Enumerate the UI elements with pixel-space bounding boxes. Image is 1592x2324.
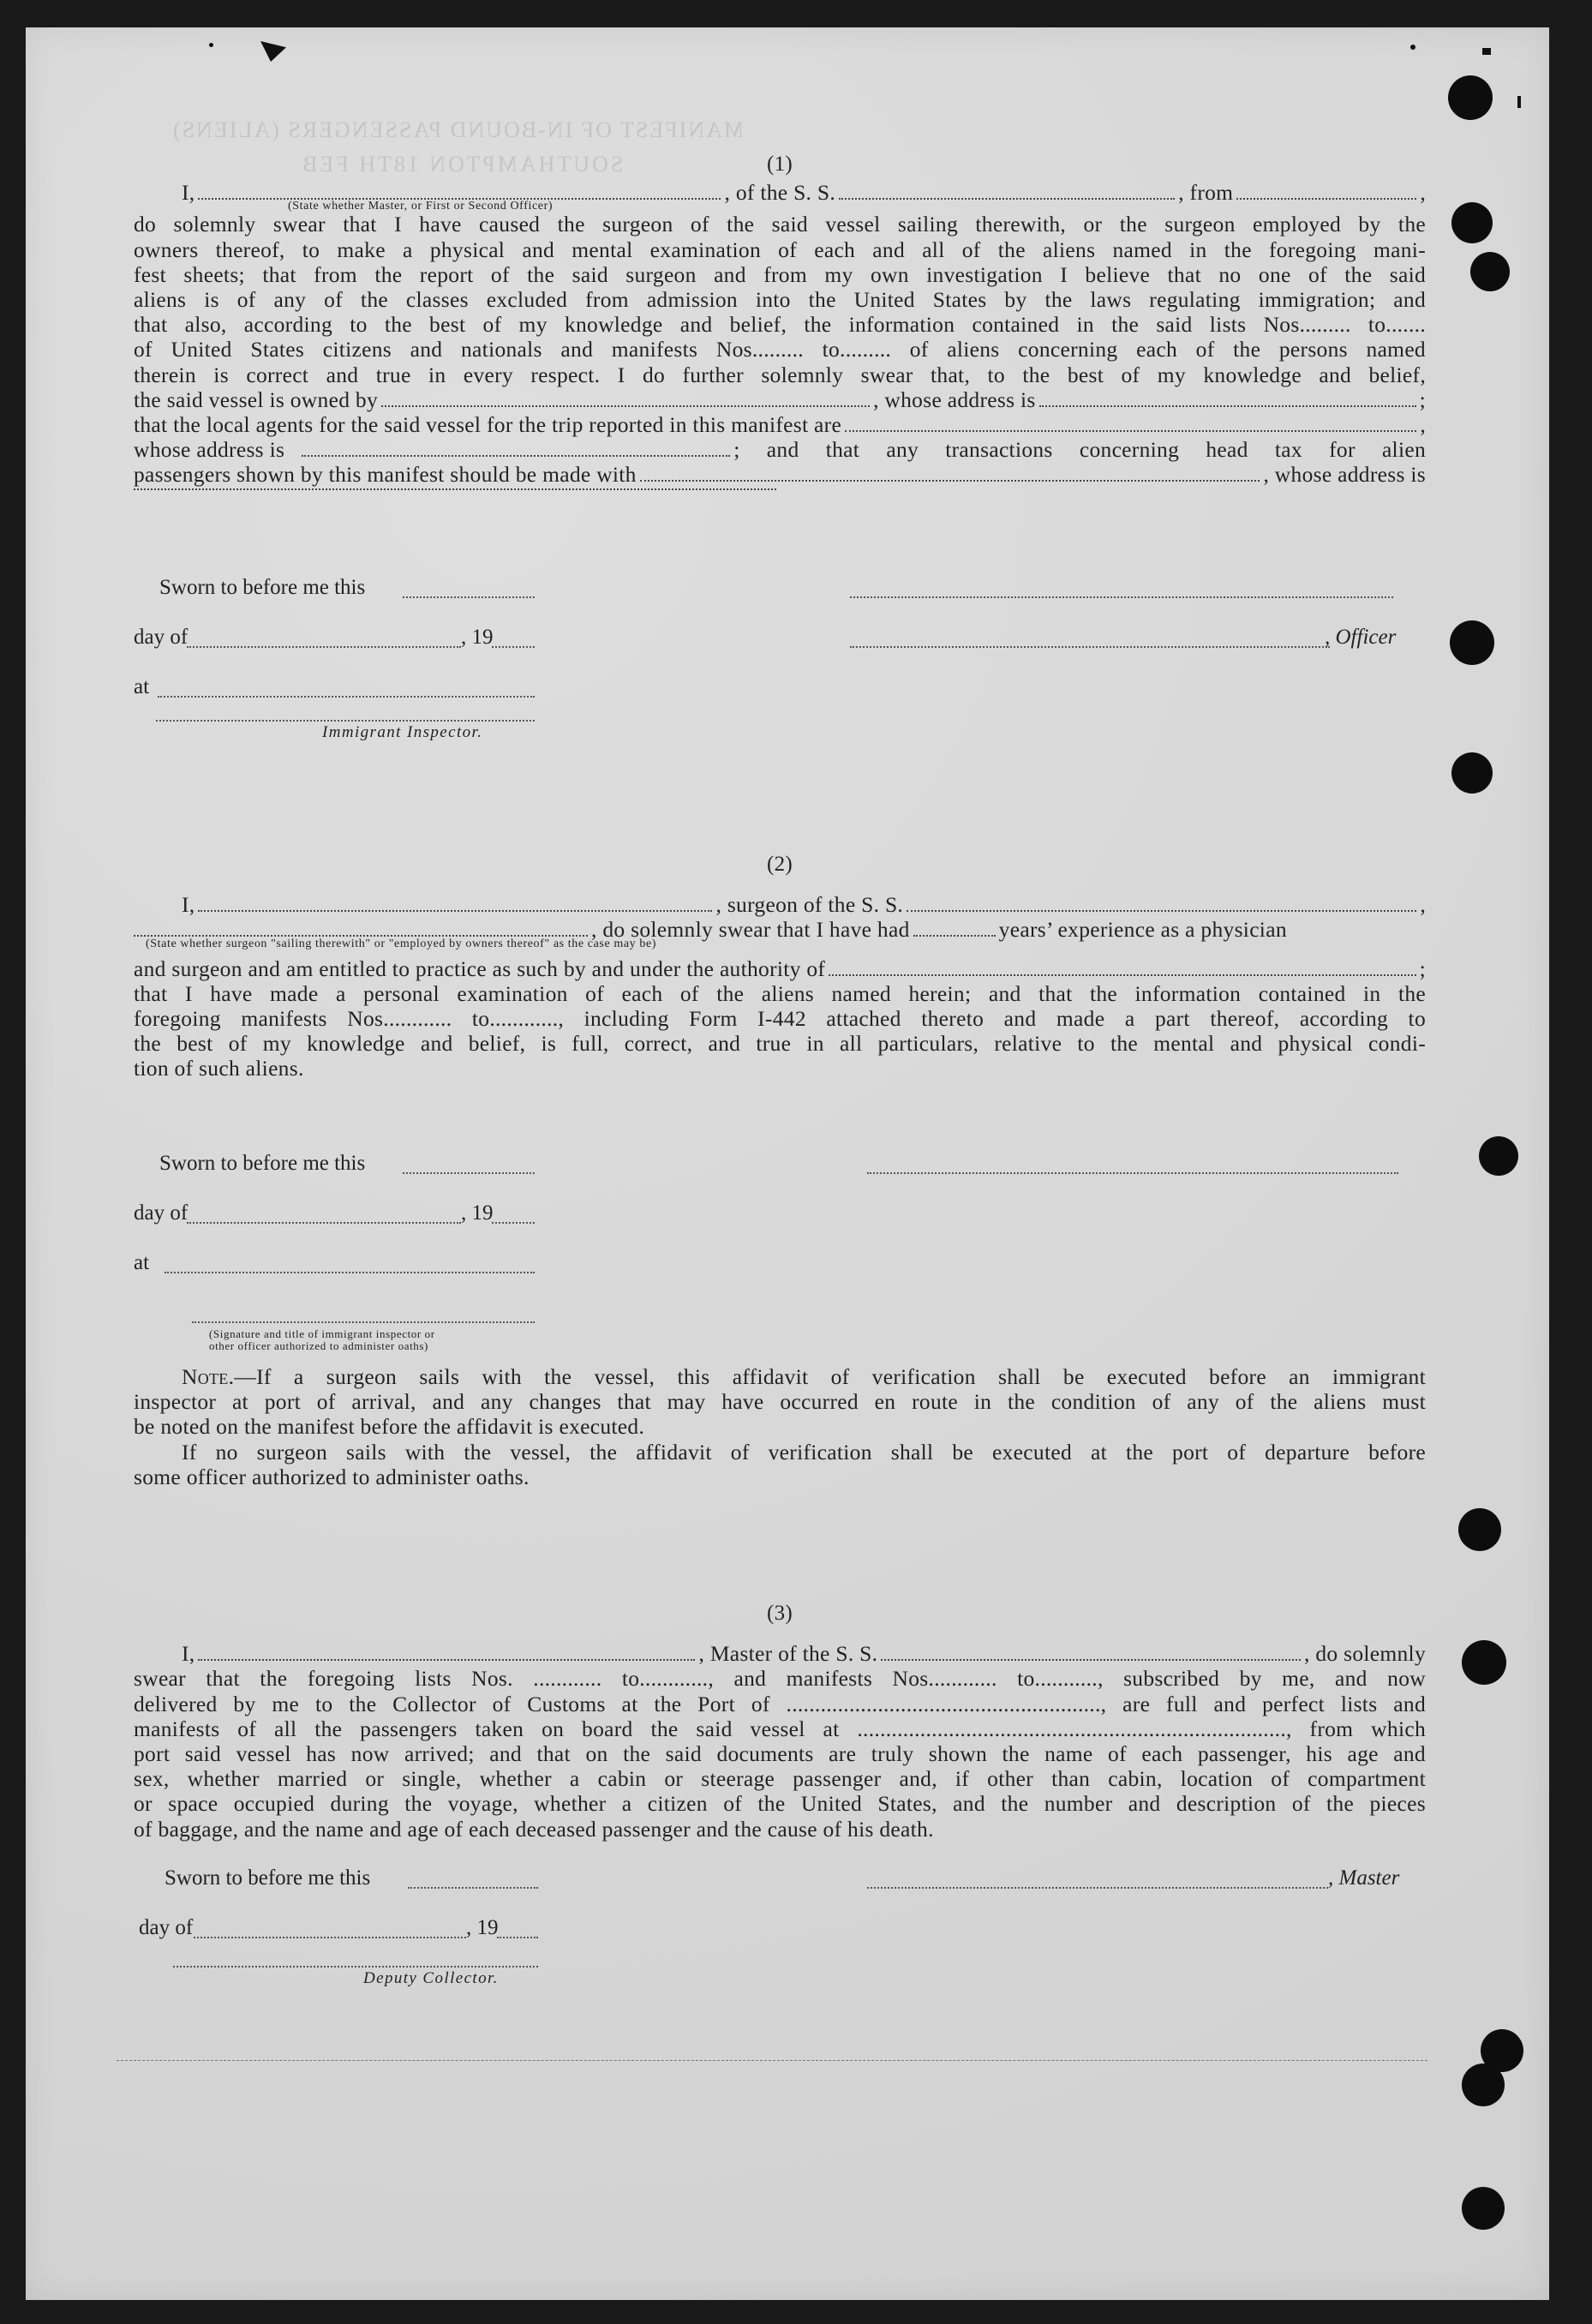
years-blank[interactable]	[913, 934, 996, 937]
body-line: do solemnly swear that I have caused the surgeon of the said vessel sailing therewith, or the surgeon employed by the	[134, 212, 1426, 237]
surgeon-of-label: , surgeon of the S. S.	[715, 892, 904, 918]
sworn-day-blank-3[interactable]	[408, 1887, 538, 1889]
agent-address-blank[interactable]	[302, 454, 730, 457]
sworn-day-blank-1[interactable]	[403, 596, 535, 598]
ink-mark	[1410, 45, 1415, 50]
section-1-body	[134, 212, 1426, 386]
punch-hole	[1479, 1136, 1518, 1176]
body-line: or space occupied during the voyage, whether a citizen of the United States, and the number and description of the pieces	[134, 1791, 1426, 1817]
officer-caption: (State whether Master, or First or Second Officer)	[288, 200, 554, 213]
pronoun-i: I,	[182, 1641, 195, 1667]
signature-caption-line: (Signature and title of immigrant inspector or	[209, 1327, 435, 1340]
body-line: tion of such aliens.	[134, 1056, 304, 1081]
note-line: If no surgeon sails with the vessel, the affidavit of verification shall be executed at the port of departure before	[182, 1439, 1426, 1464]
body-line: that also, according to the best of my knowledge and belief, the information contained in the said lists Nos......... to.......	[134, 312, 1426, 338]
note-line: be noted on the manifest before the affidavit is executed.	[134, 1414, 645, 1440]
at-label-1: at	[134, 675, 150, 698]
body-line: of baggage, and the name and age of each deceased passenger and the cause of his death.	[134, 1816, 934, 1842]
year-label-3: , 19	[466, 1916, 499, 1939]
affidavit-section-1: (1) I, , of the S. S. , from , (State whether Master, or First or Second Officer) do solemnly swear that I have caused the surgeon of the said vessel sailing therewith, or the surgeon employed by the owners thereof, to make a physical and mental examination of each and all of the aliens named in the foregoing mani- fest sheets; that from the report of the said surgeon and from my own investigation I believe that no one of the said aliens is of any of the classes excluded from admission into the United States by the laws regulating immigration; and that also, according to the best of my knowledge and belief, the information contained in the said lists Nos......... to....... of United States citizens and nationals and manifests Nos......... to......... of aliens concerning each of the persons named therein is correct and true in every respect. I do further solemnly swear that, to the best of my knowledge and belief, the said vessel is owned by , whose address is ; that the local agents for the said vessel for the trip reported in this manifest are , whose address is ; and that any transactions concerning head tax for alien passengers shown by this manifest should be made with , whose address is	[134, 152, 1426, 495]
port-from-blank[interactable]	[1236, 197, 1416, 200]
body-line: manifests of all the passengers taken on board the said vessel at ..........................................................................., from which	[134, 1716, 1426, 1741]
year-label-2: , 19	[461, 1201, 494, 1225]
section-2-body	[134, 981, 1426, 1057]
sworn-label-1: Sworn to before me this	[159, 576, 366, 599]
body-line: that I have made a personal examination of each of the aliens named herein; and that the information contained in the	[134, 980, 1426, 1006]
ink-mark	[1482, 48, 1491, 55]
master-label: , Master	[1328, 1866, 1400, 1890]
officer-signature-blank[interactable]	[850, 596, 1393, 598]
pronoun-i: I,	[182, 892, 195, 918]
local-agents-blank[interactable]	[845, 429, 1416, 432]
body-line: fest sheets; that from the report of the said surgeon and from my own investigation I believe that no one of the said	[134, 261, 1426, 287]
at-blank-2[interactable]	[165, 1272, 535, 1273]
affidavit-section-2: (2) I, , surgeon of the S. S. , , do solemnly swear that I have had years’ experience as a physician (State whether surgeon "sailing therewith" or "employed by owners thereof" as the case may be) and surgeon and am entitled to practice as such by and under the authority of ; that I have made a personal examination of each of the aliens named herein; and that the information contained in the foregoing manifests Nos............ to............, including Form I-442 attached thereto and made a part thereof, according to the best of my knowledge and belief, is full, correct, and true in all particulars, relative to the mental and physical condi- tion of such aliens.	[134, 853, 1426, 1081]
signature-caption	[209, 1328, 435, 1352]
body-line: therein is correct and true in every respect. I do further solemnly swear that, to the best of my knowledge and belief,	[134, 362, 1426, 387]
passengers-label: passengers shown by this manifest should be made with	[134, 462, 637, 488]
vessel-name-blank-3[interactable]	[881, 1658, 1301, 1661]
local-agents-label: that the local agents for the said vessel for the trip reported in this manifest are	[134, 412, 842, 438]
sworn-label-3: Sworn to before me this	[165, 1866, 371, 1890]
note-block	[134, 1364, 1426, 1489]
signature-caption-line: other officer authorized to administer oaths)	[209, 1339, 428, 1352]
body-line: owners thereof, to make a physical and mental examination of each and all of the aliens named in the foregoing mani-	[134, 237, 1426, 262]
owner-address-blank[interactable]	[1039, 404, 1416, 407]
inspector-signature-blank-2[interactable]	[192, 1321, 535, 1323]
body-line: of United States citizens and nationals and manifests Nos......... to......... of aliens concerning each of the persons named	[134, 337, 1426, 362]
year-label-1: , 19	[461, 626, 494, 649]
years-label: years’ experience as a physician	[998, 917, 1287, 943]
surgeon-name-blank[interactable]	[198, 909, 712, 912]
day-of-label-1: day of	[134, 626, 189, 649]
body-line: the best of my knowledge and belief, is full, correct, and true in all particulars, relative to the mental and physical condi-	[134, 1031, 1426, 1057]
surgeon-type-blank[interactable]	[134, 934, 588, 937]
at-label-2: at	[134, 1251, 150, 1274]
year-blank-1[interactable]	[492, 646, 535, 648]
whose-address-label-2: whose address is	[134, 437, 285, 463]
ink-mark	[1517, 96, 1521, 108]
punch-hole	[1448, 75, 1493, 120]
document-page	[26, 27, 1549, 2300]
year-blank-3[interactable]	[497, 1937, 538, 1938]
punch-hole	[1462, 2063, 1505, 2106]
inspector-signature-blank[interactable]	[156, 720, 535, 722]
section-3-body	[134, 1666, 1426, 1816]
surgeon-signature-blank[interactable]	[867, 1172, 1398, 1174]
body-line: port said vessel has now arrived; and that on the said documents are truly shown the name of each passenger, his age and	[134, 1741, 1426, 1767]
authority-blank[interactable]	[829, 973, 1415, 976]
owned-by-label: the said vessel is owned by	[134, 386, 379, 412]
do-solemnly-label: , do solemnly	[1303, 1641, 1426, 1667]
transactions-text: ; and that any transactions concerning head tax for alien	[733, 437, 1426, 463]
head-tax-party-blank[interactable]	[640, 479, 1260, 482]
head-tax-address-blank[interactable]	[134, 488, 776, 490]
note-label: Note.	[182, 1364, 235, 1389]
authority-label: and surgeon and am entitled to practice as such by and under the authority of	[134, 955, 826, 981]
punch-hole	[1470, 252, 1510, 291]
whose-address-label: , whose address is	[873, 386, 1036, 412]
body-line: aliens is of any of the classes excluded from admission into the United States by the laws regulating immigration; and	[134, 287, 1426, 313]
punch-hole	[1451, 752, 1493, 794]
punch-hole	[1462, 2187, 1505, 2230]
bleedthrough-text: MANIFEST OF IN-BOUND PASSENGERS (ALIENS)	[171, 117, 744, 142]
master-of-label: , Master of the S. S.	[698, 1641, 878, 1667]
affidavit-section-3	[134, 1601, 1426, 1842]
of-the-ss-label: , of the S. S.	[724, 180, 836, 206]
punch-hole	[1451, 202, 1493, 243]
officer-title-blank[interactable]	[850, 646, 1330, 648]
bleedthrough-text: SOUTHAMPTON 18TH FEB	[300, 152, 624, 177]
note-line: —If a surgeon sails with the vessel, this affidavit of verification shall be executed before an immigrant	[234, 1364, 1426, 1389]
surgeon-caption: (State whether surgeon "sailing therewith" or "employed by owners thereof" as the case may be)	[146, 937, 657, 950]
bottom-rule	[117, 2060, 1427, 2061]
body-line: foregoing manifests Nos............ to............, including Form I-442 attached thereto and made a part thereof, according to	[134, 1006, 1426, 1032]
punch-hole	[1462, 1640, 1506, 1685]
ink-mark	[260, 41, 286, 62]
punch-hole	[1450, 620, 1494, 665]
note-line: inspector at port of arrival, and any changes that may have occurred en route in the condition of any of the aliens must	[134, 1389, 1426, 1415]
section-1-heading: (1)	[766, 153, 793, 176]
sworn-day-blank-2[interactable]	[403, 1172, 535, 1174]
immigrant-inspector-label: Immigrant Inspector.	[322, 723, 483, 741]
swear-label: , do solemnly swear that I have had	[591, 917, 910, 943]
whose-address-label-3: , whose address is	[1263, 462, 1426, 488]
deputy-signature-blank[interactable]	[173, 1966, 538, 1968]
owner-blank[interactable]	[381, 404, 870, 407]
section-2-heading: (2)	[766, 853, 793, 876]
from-label: , from	[1178, 180, 1234, 206]
day-of-blank-1[interactable]	[187, 646, 461, 648]
at-blank-1[interactable]	[158, 696, 535, 698]
section-3-heading: (3)	[766, 1602, 793, 1625]
day-of-blank-2[interactable]	[187, 1222, 461, 1224]
vessel-name-blank[interactable]	[839, 197, 1175, 200]
day-of-label-2: day of	[134, 1201, 189, 1225]
day-of-blank-3[interactable]	[194, 1937, 466, 1938]
note-line: some officer authorized to administer oaths.	[134, 1464, 530, 1489]
ink-mark	[209, 43, 213, 47]
officer-label: , Officer	[1325, 626, 1397, 649]
body-line: sex, whether married or single, whether a cabin or steerage passenger and, if other than cabin, location of compartment	[134, 1766, 1426, 1792]
master-signature-blank[interactable]	[867, 1887, 1328, 1889]
vessel-name-blank-2[interactable]	[907, 909, 1416, 912]
master-name-blank[interactable]	[198, 1658, 695, 1661]
body-line: swear that the foregoing lists Nos. ............ to............, and manifests Nos............ to..........., subscribed by me, and now	[134, 1666, 1426, 1692]
body-line: delivered by me to the Collector of Customs at the Port of ......................................................., are full and perfect lists and	[134, 1691, 1426, 1716]
deputy-collector-label: Deputy Collector.	[363, 1969, 499, 1987]
punch-hole	[1458, 1508, 1501, 1551]
year-blank-2[interactable]	[492, 1222, 535, 1224]
sworn-label-2: Sworn to before me this	[159, 1152, 366, 1175]
pronoun-i: I,	[182, 180, 195, 206]
day-of-label-3: day of	[139, 1916, 194, 1939]
